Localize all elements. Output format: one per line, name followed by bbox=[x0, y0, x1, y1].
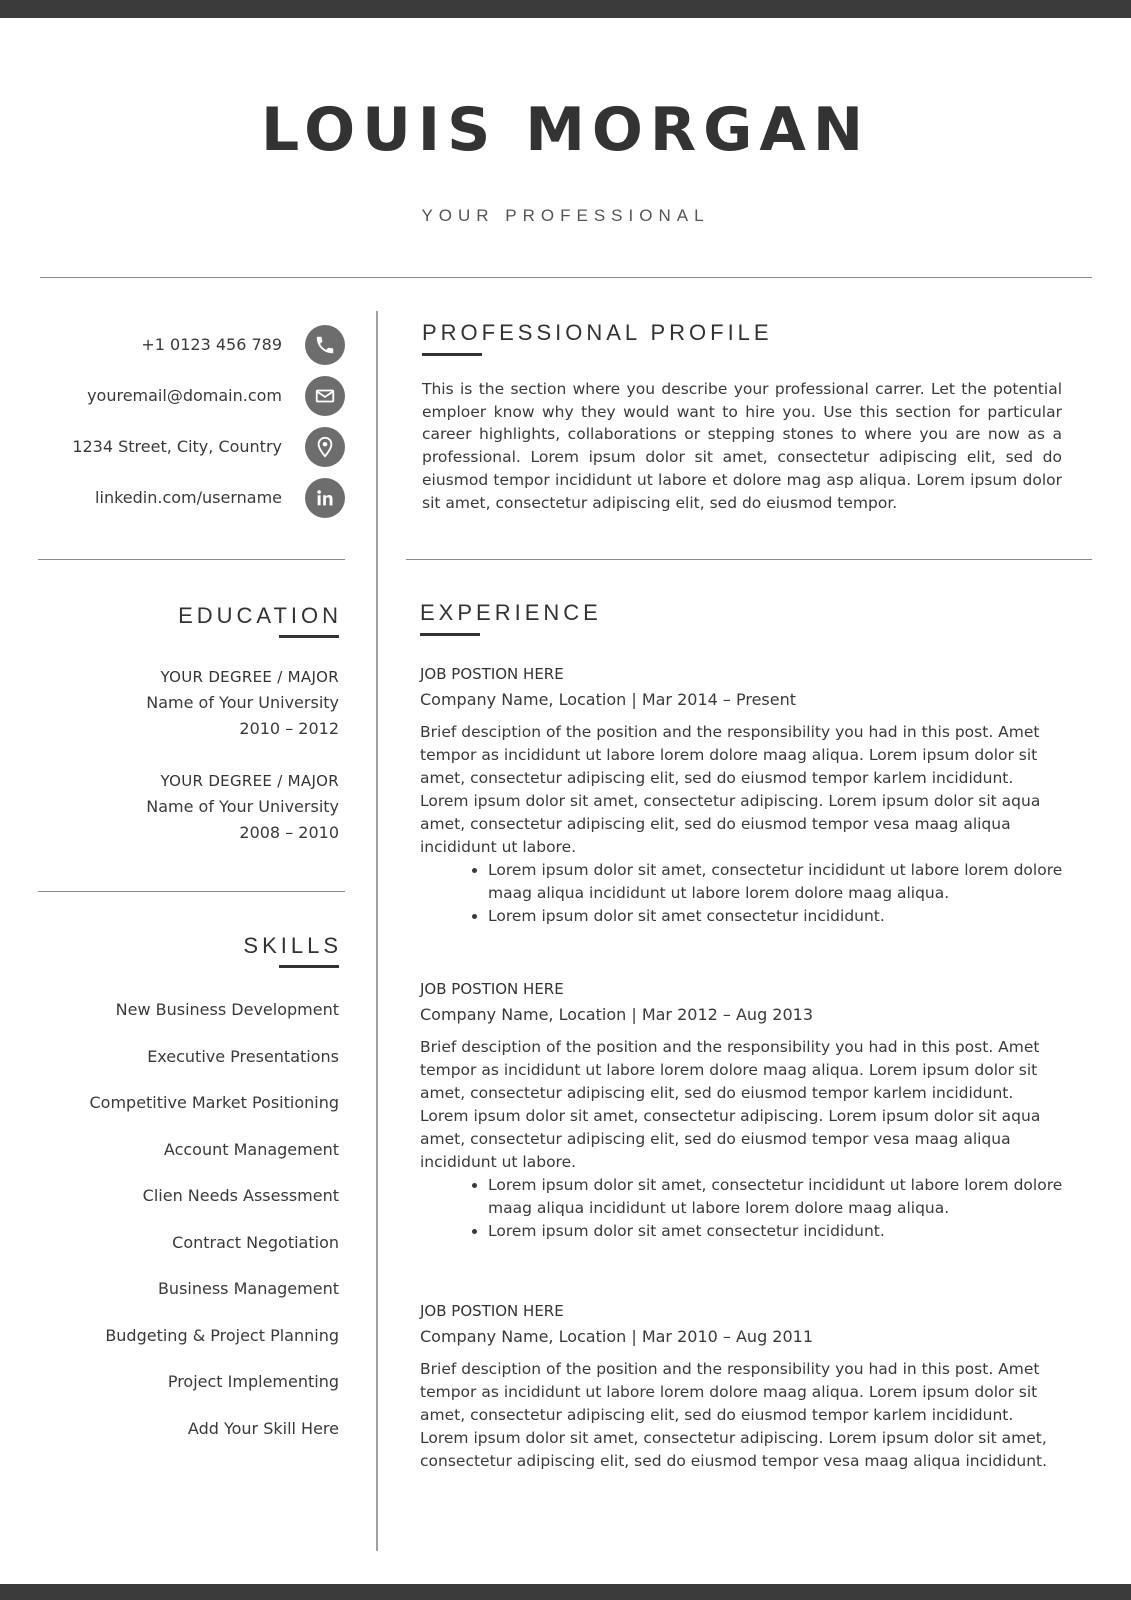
contact-linkedin-text: linkedin.com/username bbox=[95, 488, 282, 507]
education-heading: EDUCATION bbox=[178, 603, 342, 628]
job-description: Brief desciption of the position and the responsibility you had in this post. Amet tempor as incididunt ut labore lorem dolore maag aliqua. Lorem ipsum dolor sit amet, consectetur adipiscing elit, sed do eiusmod tempor karlem incididunt. Lorem ipsum dolor sit amet, consectetur adipiscing. Lorem ipsum dolor sit aqua amet, consectetur adipiscing elit, sed do eiusmod tempor vesa maag aliqua incididunt ut labore. bbox=[420, 1038, 1041, 1171]
job-company: Company Name, Location | Mar 2014 – Present bbox=[420, 690, 797, 709]
contact-address[interactable] bbox=[40, 427, 345, 467]
education-degree: YOUR DEGREE / MAJOR bbox=[160, 668, 339, 686]
candidate-name: LOUIS MORGAN bbox=[260, 95, 871, 165]
experience-heading-underline bbox=[420, 633, 480, 636]
top-bar bbox=[0, 0, 1131, 18]
header-divider bbox=[40, 277, 1092, 278]
skills-heading-underline bbox=[279, 965, 339, 968]
skill-item: Budgeting & Project Planning bbox=[105, 1325, 339, 1345]
skill-item: Clien Needs Assessment bbox=[142, 1186, 339, 1205]
education-school: Name of Your University bbox=[146, 797, 339, 816]
skill-item: Business Management bbox=[157, 1279, 339, 1298]
contact-linkedin[interactable] bbox=[40, 478, 345, 518]
contact-divider bbox=[38, 559, 345, 560]
profile-heading: PROFESSIONAL PROFILE bbox=[422, 320, 773, 345]
job-company: Company Name, Location | Mar 2012 – Aug 2013 bbox=[420, 1005, 814, 1024]
job-bullet: • Lorem ipsum dolor sit amet consectetur incididunt. bbox=[488, 905, 1065, 928]
skill-item: Account Management bbox=[163, 1139, 339, 1159]
education-item bbox=[40, 768, 339, 846]
contact-phone-text: +1 0123 456 789 bbox=[141, 335, 282, 354]
skills-list bbox=[40, 997, 339, 1462]
skill-item: Contract Negotiation bbox=[172, 1232, 339, 1252]
skill-item: Add Your Skill Here bbox=[187, 1418, 339, 1438]
education-divider bbox=[38, 891, 345, 892]
job-company: Company Name, Location | Mar 2010 – Aug 2011 bbox=[420, 1327, 814, 1346]
job-bullet: • Lorem ipsum dolor sit amet, consectetur incididunt ut labore lorem dolore maag aliqua incididunt ut labore lorem dolore maag aliqua. bbox=[488, 1174, 1065, 1220]
job-bullets bbox=[420, 1174, 1065, 1243]
job-bullet: • Lorem ipsum dolor sit amet consectetur incididunt. bbox=[488, 1220, 1065, 1243]
experience-heading: EXPERIENCE bbox=[420, 600, 602, 625]
job-title: JOB POSTION HERE bbox=[420, 980, 564, 998]
experience-job bbox=[420, 1298, 1065, 1473]
job-bullet: • Lorem ipsum dolor sit amet, consectetur incididunt ut labore lorem dolore maag aliqua incididunt ut labore lorem dolore maag aliqua. bbox=[488, 859, 1065, 905]
contact-phone[interactable] bbox=[40, 325, 345, 365]
education-heading-underline bbox=[279, 635, 339, 638]
profile-divider bbox=[406, 559, 1092, 560]
linkedin-icon bbox=[305, 478, 345, 518]
education-degree: YOUR DEGREE / MAJOR bbox=[160, 772, 339, 790]
job-bullets bbox=[420, 859, 1065, 928]
job-title: JOB POSTION HERE bbox=[420, 1302, 564, 1320]
skill-item: Competitive Market Positioning bbox=[89, 1093, 339, 1112]
education-years: 2010 – 2012 bbox=[239, 719, 339, 738]
contact-email-text: youremail@domain.com bbox=[87, 386, 282, 405]
job-description: Brief desciption of the position and the responsibility you had in this post. Amet tempor as incididunt ut labore lorem dolore maag aliqua. Lorem ipsum dolor sit amet, consectetur adipiscing elit, sed do eiusmod tempor karlem incididunt. Lorem ipsum dolor sit amet, consectetur adipiscing. Lorem ipsum dolor sit amet, consectetur adipiscing elit, sed do eiusmod tempor vesa maag aliqua incididunt. bbox=[420, 1360, 1048, 1470]
phone-icon bbox=[305, 325, 345, 365]
skill-item: Project Implementing bbox=[167, 1372, 339, 1391]
education-list bbox=[40, 664, 339, 872]
location-icon bbox=[305, 427, 345, 467]
profile-heading-underline bbox=[422, 353, 482, 356]
contact-address-text: 1234 Street, City, Country bbox=[72, 437, 282, 456]
experience-job bbox=[420, 976, 1065, 1243]
job-description: Brief desciption of the position and the responsibility you had in this post. Amet tempor as incididunt ut labore lorem dolore maag aliqua. Lorem ipsum dolor sit amet, consectetur adipiscing elit, sed do eiusmod tempor karlem incididunt. Lorem ipsum dolor sit amet, consectetur adipiscing. Lorem ipsum dolor sit aqua amet, consectetur adipiscing elit, sed do eiusmod tempor vesa maag aliqua incididunt ut labore. bbox=[420, 723, 1041, 856]
skill-item: Executive Presentations bbox=[147, 1046, 339, 1066]
column-divider bbox=[376, 311, 378, 1551]
experience-job bbox=[420, 661, 1065, 928]
bottom-bar bbox=[0, 1584, 1131, 1600]
candidate-subtitle: YOUR PROFESSIONAL bbox=[421, 206, 710, 225]
skills-heading: SKILLS bbox=[243, 933, 342, 958]
education-years: 2008 – 2010 bbox=[239, 823, 339, 842]
education-item bbox=[40, 664, 339, 742]
skill-item: New Business Development bbox=[115, 1000, 339, 1019]
profile-text: This is the section where you describe your professional carrer. Let the potential emploer know why they would want to hire you. Use this section for particular career highlights, collaborations or stepping stones to where you are now as a professional. Lorem ipsum dolor sit amet, consectetur adipiscing elit, sed do eiusmod tempor incididunt ut labore et dolore mag asp aliqua. Lorem ipsum dolor sit amet, consectetur adipiscing elit, sed do eiusmod tempor. bbox=[422, 380, 1062, 512]
job-title: JOB POSTION HERE bbox=[420, 665, 564, 683]
education-school: Name of Your University bbox=[146, 693, 339, 712]
contact-email[interactable] bbox=[40, 376, 345, 416]
email-icon bbox=[305, 376, 345, 416]
